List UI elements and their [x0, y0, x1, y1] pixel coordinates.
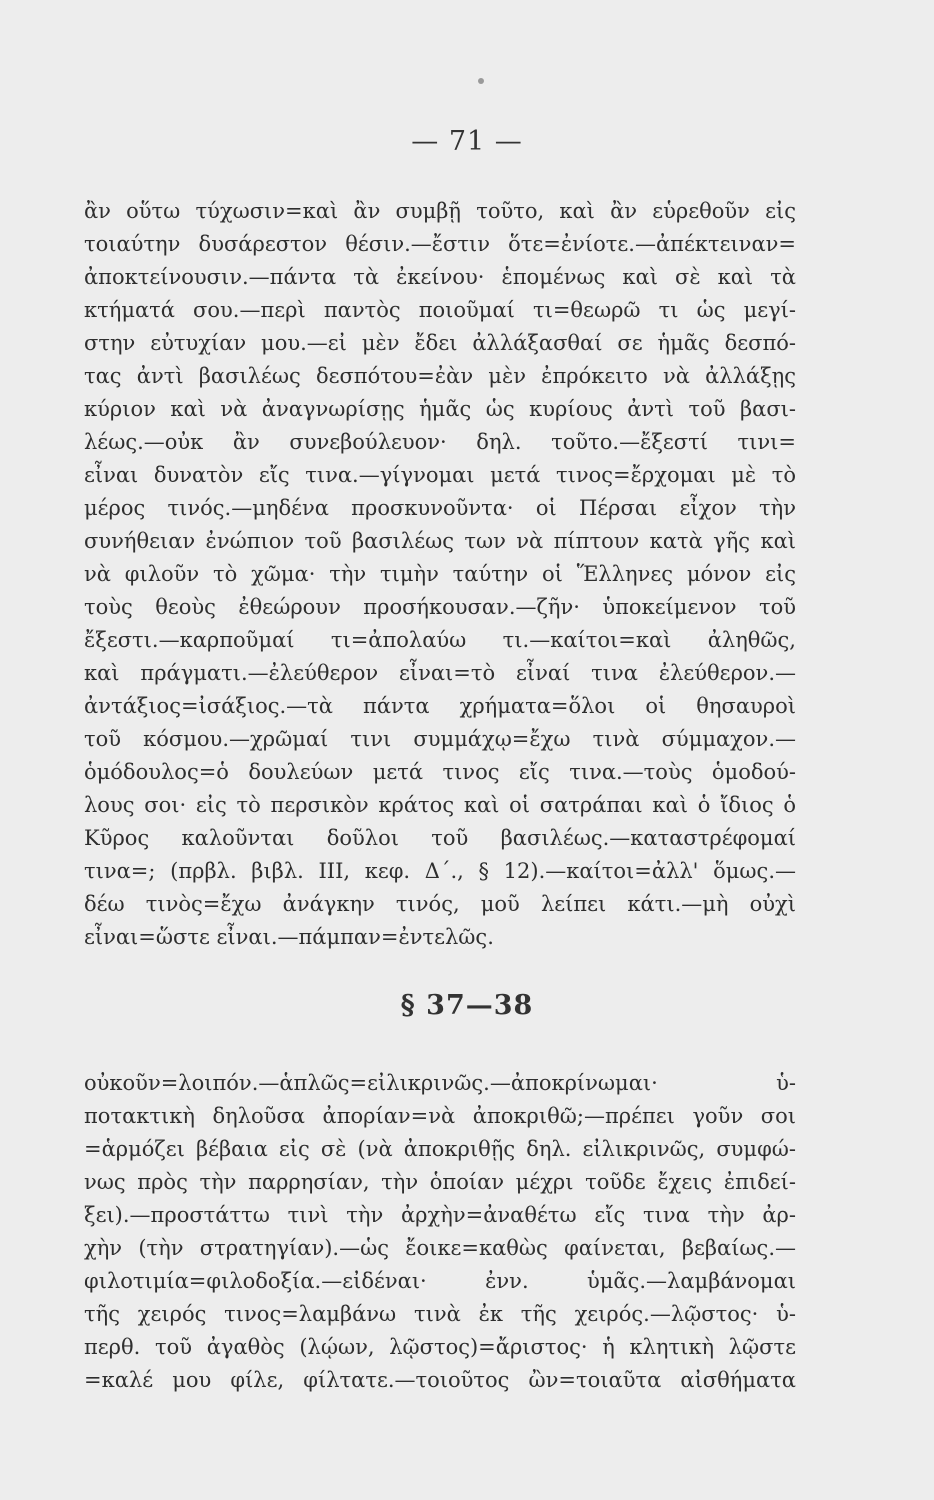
text-line: ἔξεστι.—καρποῦμαί τι=ἀπολαύω τι.—καίτοι=καὶ ἀληθῶς, [84, 628, 796, 652]
text-line: ποτακτικὴ δηλοῦσα ἀπορίαν=νὰ ἀποκριθῶ;—πρέπει γοῦν σοι [84, 1104, 796, 1128]
text-line: μέρος τινός.—μηδένα προσκυνοῦντα· οἱ Πέρσαι εἶχον τὴν [84, 496, 796, 520]
text-line: τοιαύτην δυσάρεστον θέσιν.—ἔστιν ὅτε=ἐνίοτε.—ἀπέκτειναν= [84, 232, 796, 256]
text-line: =ἁρμόζει βέβαια εἰς σὲ (νὰ ἀποκριθῇς δηλ. εἰλικρινῶς, συμφώ- [84, 1137, 796, 1161]
text-line: στην εὐτυχίαν μου.—εἰ μὲν ἔδει ἀλλάξασθαί σε ἡμᾶς δεσπό- [84, 331, 796, 355]
text-line: ὁμόδουλος=ὁ δουλεύων μετά τινος εἴς τινα.—τοὺς ὁμοδού- [84, 760, 796, 784]
text-line: λέως.—οὐκ ἂν συνεβούλευον· δηλ. τοῦτο.—ἔξεστί τινι= [84, 430, 796, 454]
text-line: λους σοι· εἰς τὸ περσικὸν κράτος καὶ οἱ σατράπαι καὶ ὁ ἴδιος ὁ [84, 793, 796, 817]
text-line: τῆς χειρός τινος=λαμβάνω τινὰ ἐκ τῆς χειρός.—λῷστος· ὑ- [84, 1302, 796, 1326]
text-line: τινα=; (πρβλ. βιβλ. III, κεφ. Δ΄., § 12).—καίτοι=ἀλλ' ὅμως.— [84, 859, 796, 883]
text-line: ξει).—προστάττω τινὶ τὴν ἀρχὴν=ἀναθέτω εἴς τινα τὴν ἀρ- [84, 1203, 796, 1227]
text-line: συνήθειαν ἐνώπιον τοῦ βασιλέως των νὰ πίπτουν κατὰ γῆς καὶ [84, 529, 796, 553]
text-line: οὐκοῦν=λοιπόν.—ἁπλῶς=εἰλικρινῶς.—ἀποκρίνωμαι· ὑ- [84, 1071, 796, 1095]
text-line: κύριον καὶ νὰ ἀναγνωρίσῃς ἡμᾶς ὡς κυρίους ἀντὶ τοῦ βασι- [84, 397, 796, 421]
text-line: Κῦρος καλοῦνται δοῦλοι τοῦ βασιλέως.—καταστρέφομαί [84, 826, 796, 850]
text-line: νὰ φιλοῦν τὸ χῶμα· τὴν τιμὴν ταύτην οἱ Ἕλληνες μόνον εἰς [84, 562, 796, 586]
text-line: ἀντάξιος=ἰσάξιος.—τὰ πάντα χρήματα=ὅλοι οἱ θησαυροὶ [84, 694, 796, 718]
page-number: — 71 — [411, 126, 523, 157]
text-line: φιλοτιμία=φιλοδοξία.—εἰδέναι· ἐνν. ὑμᾶς.—λαμβάνομαι [84, 1269, 796, 1293]
section-heading: § 37—38 [400, 990, 534, 1021]
print-speck [478, 78, 484, 84]
text-line: ἂν οὕτω τύχωσιν=καὶ ἂν συμβῇ τοῦτο, καὶ ἂν εὑρεθοῦν εἰς [84, 199, 796, 223]
text-line: τοῦ κόσμου.—χρῶμαί τινι συμμάχῳ=ἔχω τινὰ σύμμαχον.— [84, 727, 796, 751]
text-line: καὶ πράγματι.—ἐλεύθερον εἶναι=τὸ εἶναί τινα ἐλεύθερον.— [84, 661, 796, 685]
text-line: περθ. τοῦ ἀγαθὸς (λῴων, λῷστος)=ἄριστος· ἡ κλητικὴ λῷστε [84, 1335, 796, 1359]
text-line: νως πρὸς τὴν παρρησίαν, τὴν ὁποίαν μέχρι τοῦδε ἔχεις ἐπιδεί- [84, 1170, 796, 1194]
text-line: εἶναι=ὥστε εἶναι.—πάμπαν=ἐντελῶς. [84, 925, 494, 949]
text-line: ἀποκτείνουσιν.—πάντα τὰ ἐκείνου· ἑπομένως καὶ σὲ καὶ τὰ [84, 265, 796, 289]
text-line: εἶναι δυνατὸν εἴς τινα.—γίγνομαι μετά τινος=ἔρχομαι μὲ τὸ [84, 463, 796, 487]
text-line: =καλέ μου φίλε, φίλτατε.—τοιοῦτος ὢν=τοιαῦτα αἰσθήματα [84, 1368, 796, 1392]
text-line: κτήματά σου.—περὶ παντὸς ποιοῦμαί τι=θεωρῶ τι ὡς μεγί- [84, 298, 796, 322]
text-line: τοὺς θεοὺς ἐθεώρουν προσήκουσαν.—ζῆν· ὑποκείμενον τοῦ [84, 595, 796, 619]
text-line: τας ἀντὶ βασιλέως δεσπότου=ἐὰν μὲν ἐπρόκειτο νὰ ἀλλάξῃς [84, 364, 796, 388]
text-line: δέω τινὸς=ἔχω ἀνάγκην τινός, μοῦ λείπει κάτι.—μὴ οὐχὶ [84, 892, 796, 916]
text-line: χὴν (τὴν στρατηγίαν).—ὡς ἔοικε=καθὼς φαίνεται, βεβαίως.— [84, 1236, 796, 1260]
